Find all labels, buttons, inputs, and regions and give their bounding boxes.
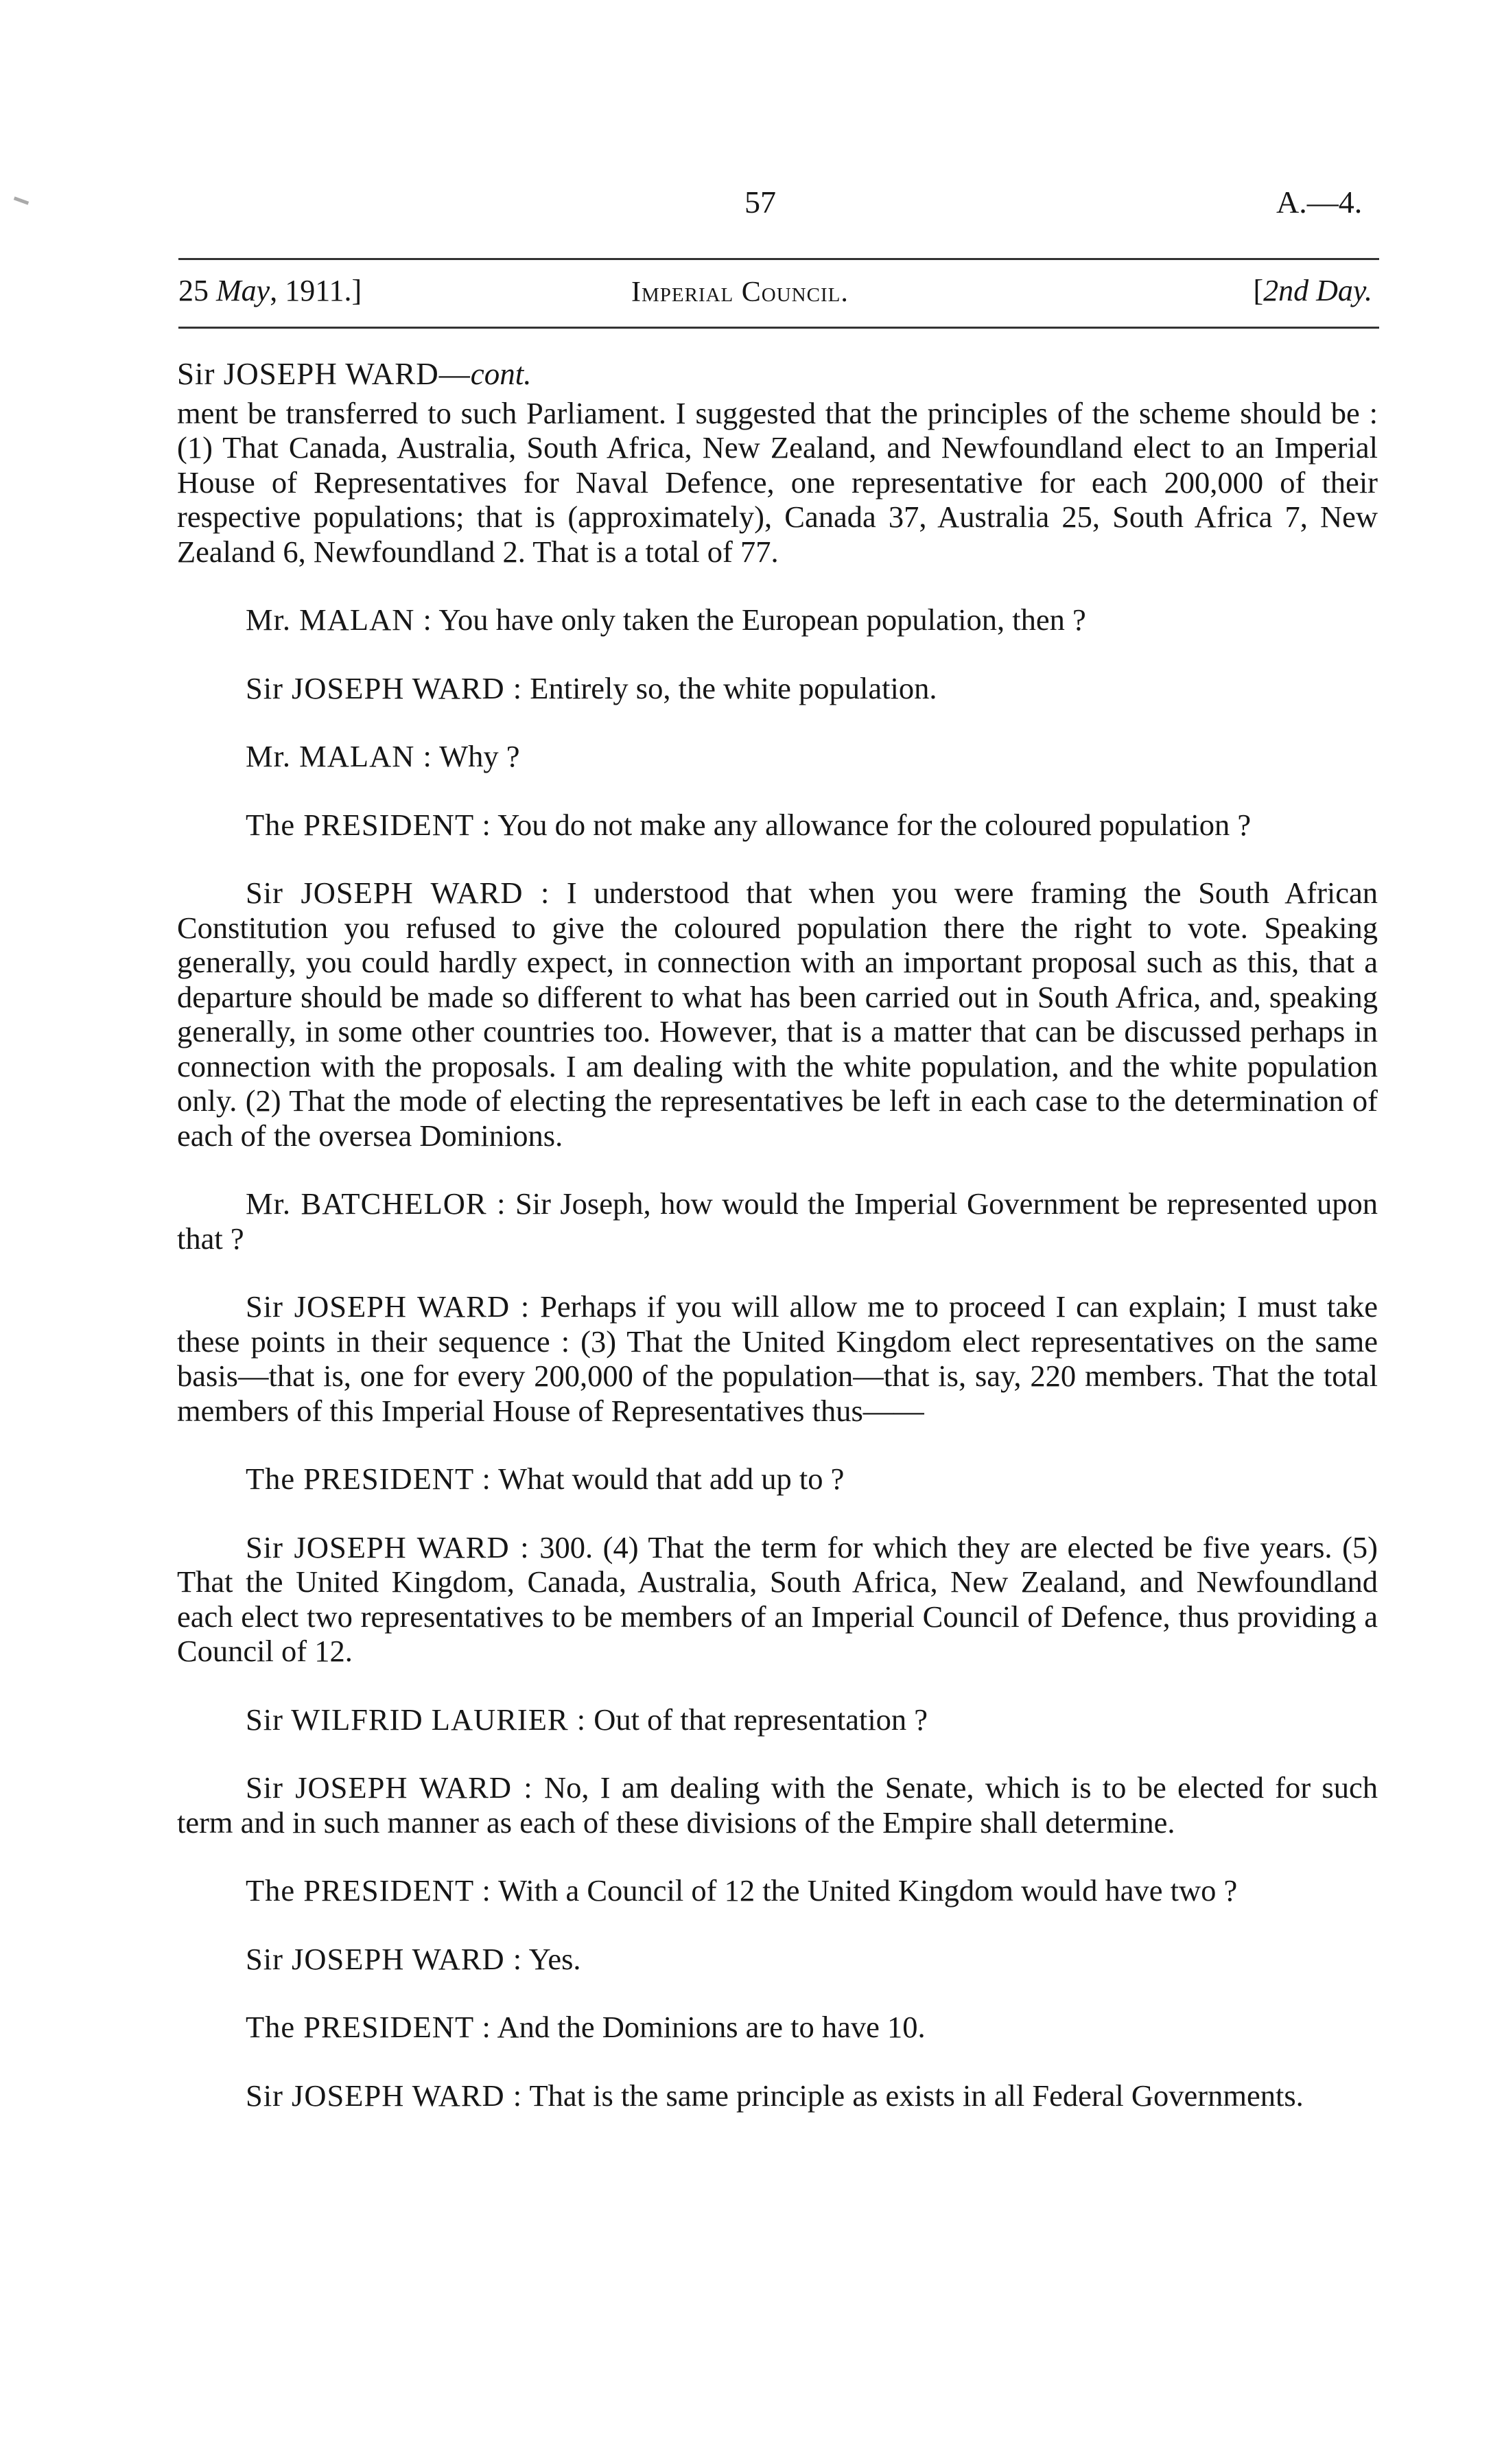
document-reference: A.—4. — [1276, 185, 1363, 220]
running-head — [178, 273, 1372, 314]
header-rule-bottom — [178, 327, 1379, 329]
exchange-paragraph: Sir JOSEPH WARD : 300. (4) That the term for which they are elected be five years. (5) That the United Kingdom, Canada, Australia, South Africa, New Zealand, and Newfoundland each elect two representatives to be members of an Imperial Council of Defence, thus providing a Council of 12. — [177, 1529, 1378, 1668]
opening-paragraph: ment be transferred to such Parliament. I suggested that the principles of the scheme should be : (1) That Canada, Australia, South Africa, New Zealand, and Newfoundland elect to an Imperial House of Representatives for Naval Defence, one representative for each 200,000 of their respective populations; that is (approximately), Canada 37, Australia 25, South Africa 7, New Zealand 6, Newfoundland 2. That is a total of 77. — [177, 395, 1378, 569]
header-date: 25 May, 1911.] — [178, 274, 362, 307]
exchange-paragraph: Sir JOSEPH WARD : Perhaps if you will allow me to proceed I can explain; I must take these points in their sequence : (3) That the United Kingdom elect representatives on the same basis—that is, one for every 200,000 of the population—that is, say, 220 members. That the total members of this Imperial House of Representatives thus—— — [177, 1289, 1378, 1428]
exchange-paragraph: Mr. MALAN : You have only taken the European population, then ? — [246, 602, 1086, 637]
exchange-paragraph: Sir JOSEPH WARD : I understood that when you were framing the South African Constitution you refused to give the coloured population there the right to vote. Speaking generally, you could hardly expect, in connection with an important proposal such as this, that a departure should be made so different to what has been carried out in South Africa, and, speaking generally, in some other countries too. However, that is a matter that can be discussed perhaps in connection with the proposals. I am dealing with the white population, and the white population only. (2) That the mode of electing the representatives be left in each case to the determination of each of the oversea Dominions. — [177, 876, 1378, 1153]
exchange-paragraph: Sir JOSEPH WARD : Entirely so, the white population. — [246, 670, 937, 705]
header-rule-top — [178, 258, 1379, 260]
exchange-paragraph: The PRESIDENT : With a Council of 12 the United Kingdom would have two ? — [246, 1873, 1238, 1908]
exchange-paragraph: The PRESIDENT : What would that add up to ? — [246, 1462, 845, 1496]
page-number: 57 — [744, 185, 776, 220]
continuation-heading: Sir JOSEPH WARD—cont. — [177, 357, 532, 391]
header-section: Imperial Council. — [631, 277, 849, 308]
exchange-paragraph: Sir JOSEPH WARD : No, I am dealing with the Senate, which is to be elected for such term and in such manner as each of these divisions of the Empire shall determine. — [177, 1770, 1378, 1840]
scan-mark — [14, 196, 29, 204]
transcript-body — [177, 357, 1378, 2113]
header-day: [2nd Day. — [1253, 274, 1372, 307]
exchange-paragraph: Sir JOSEPH WARD : Yes. — [246, 1941, 581, 1976]
exchange-paragraph: The PRESIDENT : And the Dominions are to have 10. — [246, 2010, 926, 2044]
exchange-paragraph: Sir WILFRID LAURIER : Out of that representation ? — [246, 1702, 928, 1737]
exchange-paragraph: Mr. MALAN : Why ? — [246, 739, 520, 773]
exchange-paragraph: The PRESIDENT : You do not make any allowance for the coloured population ? — [246, 807, 1252, 842]
exchange-paragraph: Sir JOSEPH WARD : That is the same principle as exists in all Federal Governments. — [246, 2078, 1304, 2113]
exchange-paragraph: Mr. BATCHELOR : Sir Joseph, how would the Imperial Government be represented upon that ? — [177, 1186, 1378, 1256]
